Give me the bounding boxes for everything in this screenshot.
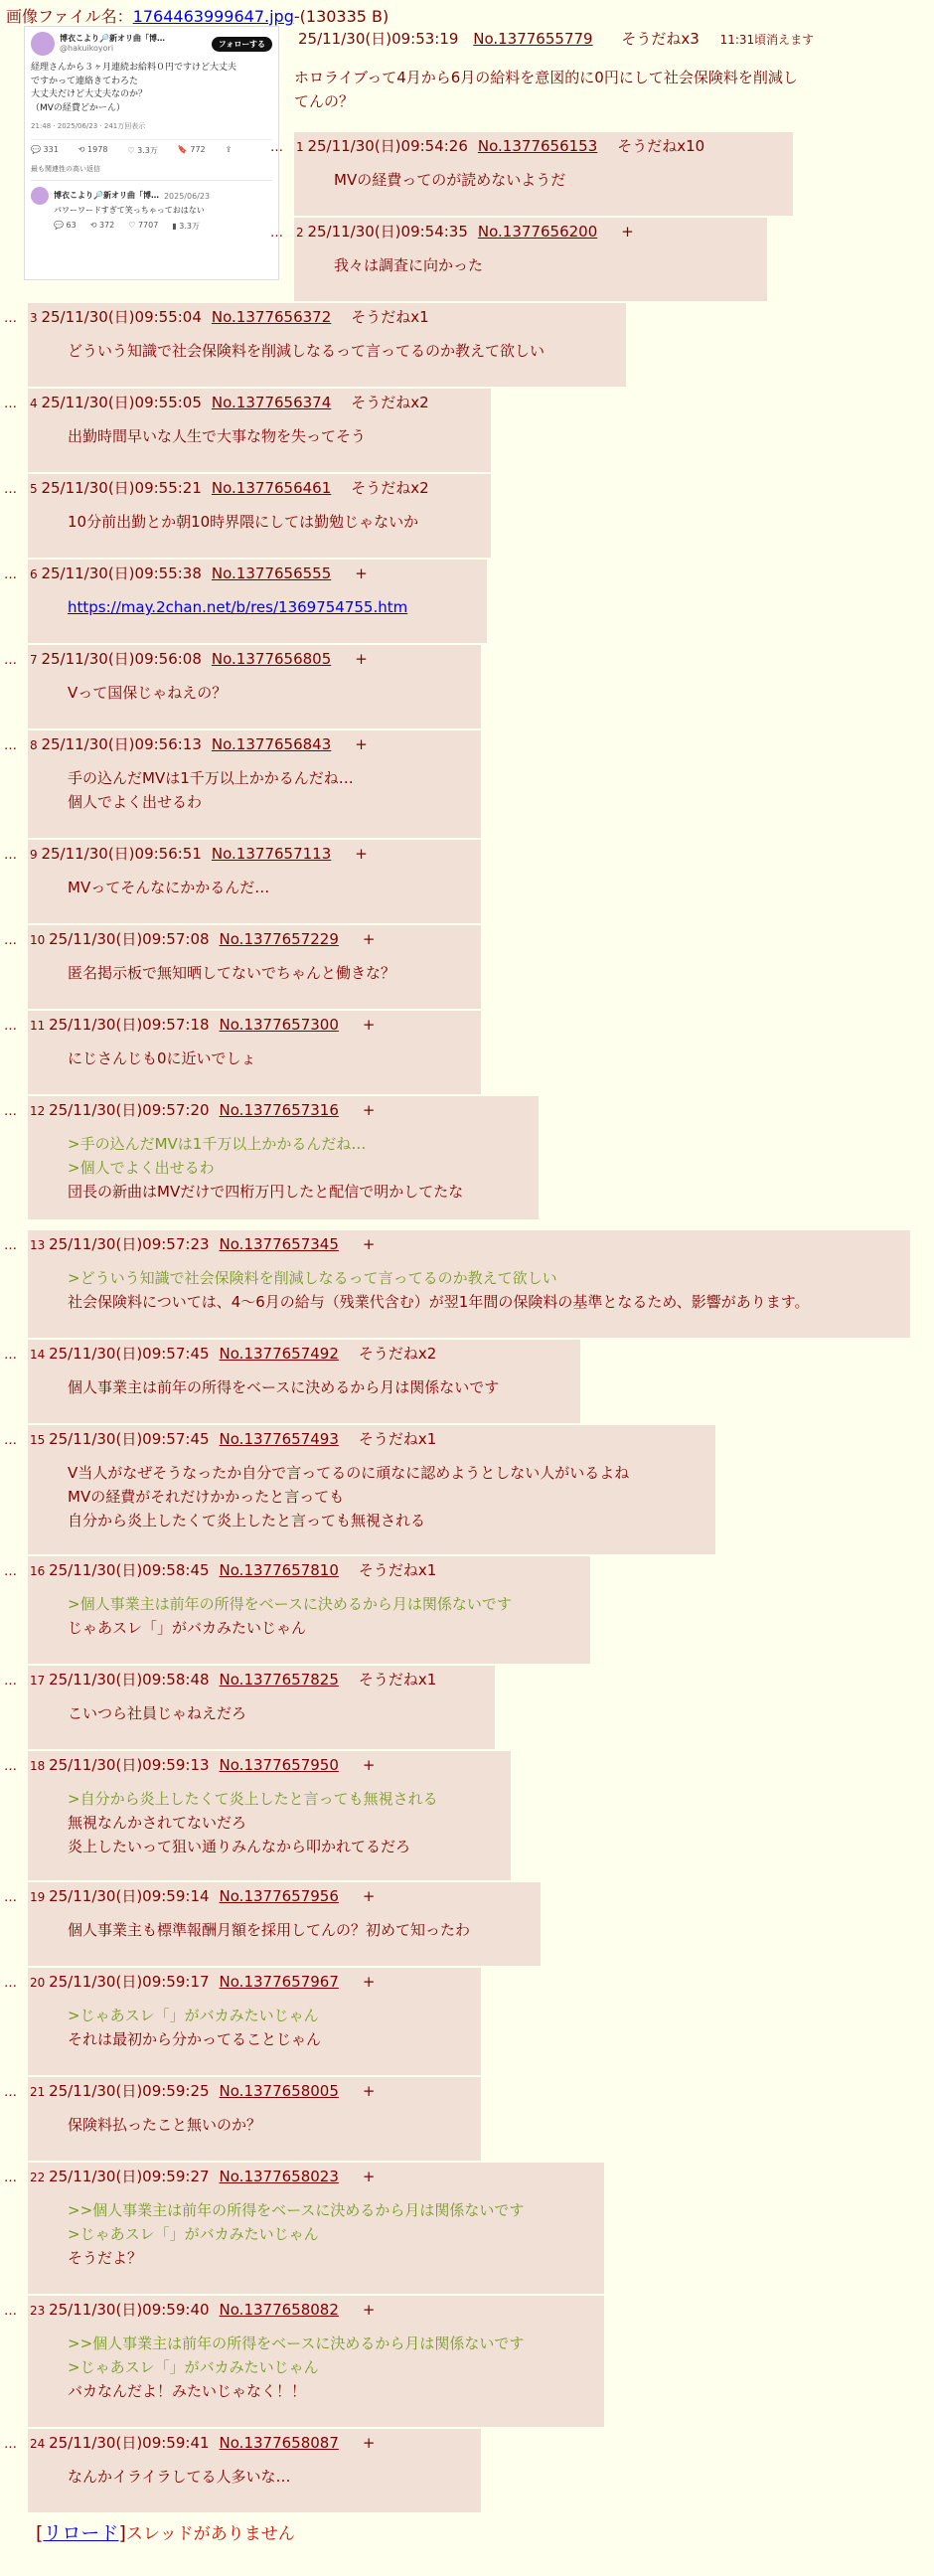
reply-info (28, 2080, 481, 2103)
reply-post (28, 1666, 495, 1749)
reply-line: 匿名掲示板で無知晒してないでちゃんと働きな？ (68, 964, 396, 982)
sodane-button[interactable]: + (362, 1235, 376, 1253)
sodane-button[interactable]: + (355, 650, 368, 668)
reply-indent-dots: … (4, 2304, 17, 2319)
reply-post (28, 2077, 481, 2161)
sodane-button[interactable]: そうだねx2 (351, 479, 429, 497)
reply-info (28, 392, 491, 414)
no-thread-message: スレッドがありません (125, 2524, 295, 2544)
reply-indent-dots: … (4, 1104, 17, 1119)
tweet-author: 博衣こより🔎新オリ曲「博… (60, 34, 165, 44)
reply-post-number[interactable]: No.1377657825 (219, 1671, 339, 1689)
reply-line: それは最初から分かってることじゃん (68, 2030, 322, 2048)
reply-body (68, 2465, 481, 2489)
reply-info (28, 563, 487, 585)
reply-info (28, 1233, 910, 1256)
reply-post (28, 560, 487, 643)
reply-number: 11 (30, 1019, 50, 1033)
reply-info (28, 1343, 580, 1366)
file-header (6, 4, 389, 27)
reply-datetime: 25/11/30(日)09:59:14 (49, 1887, 210, 1905)
reply-datetime: 25/11/30(日)09:56:13 (41, 735, 202, 753)
reply-number: 18 (30, 1759, 50, 1773)
op-line: てんの？ (294, 92, 355, 110)
sodane-button[interactable]: + (362, 1887, 376, 1905)
reply-body (334, 168, 793, 192)
file-link[interactable]: 1764463999647.jpg (132, 7, 294, 26)
reply-info (28, 477, 491, 500)
reply-post-number[interactable]: No.1377657300 (219, 1016, 339, 1034)
sodane-button[interactable]: + (362, 1973, 376, 1991)
reply-datetime: 25/11/30(日)09:59:27 (49, 2168, 210, 2185)
reply-info (28, 733, 481, 756)
reply-line: 自分から炎上したくて炎上したと言っても無視される (68, 1512, 426, 1530)
share-icon: ⇪ (225, 145, 233, 154)
reply-number: 3 (30, 311, 42, 325)
reply-info (28, 843, 481, 866)
reply-post-number[interactable]: No.1377656372 (211, 308, 332, 326)
reply-icon: 💬 331 (31, 145, 59, 154)
reply-body (68, 876, 481, 899)
reply-datetime: 25/11/30(日)09:57:20 (49, 1101, 210, 1119)
like-icon: ♡ 3.3万 (127, 146, 158, 155)
tweet-line: ですかって連絡きてわろた (31, 76, 139, 86)
reply-post-number[interactable]: No.1377656843 (211, 735, 332, 753)
expire-text: 11:31頃消えます (719, 33, 815, 47)
reply-line: MVの経費がそれだけかかったと言っても (68, 1488, 345, 1506)
reply-info (28, 1559, 590, 1582)
reply-post-number[interactable]: No.1377657493 (219, 1430, 339, 1448)
reply-post-number[interactable]: No.1377657967 (219, 1973, 339, 1991)
reply-body (68, 766, 481, 814)
reply-number: 24 (30, 2437, 50, 2451)
tweet-line: 経理さんから３ヶ月連続お給料０円ですけど大丈夫 (31, 63, 237, 73)
reply-line: MVってそんなにかかるんだ… (68, 879, 270, 896)
reply-line: 出勤時間早いな人生で大事な物を失ってそう (68, 427, 367, 445)
reply-line: バカなんだよ！みたいじゃなく！！ (68, 2382, 307, 2400)
reply-indent-dots: … (4, 1890, 17, 1905)
tweet-line: 大丈夫だけど大丈夫なのか？ (31, 89, 148, 99)
reply-datetime: 25/11/30(日)09:54:26 (307, 137, 468, 155)
reply-number: 1 (296, 140, 308, 154)
reply-post (28, 730, 481, 838)
reply-number: 15 (30, 1433, 50, 1447)
tweet-body: パワーワードすぎて笑っちゃっておはない (54, 206, 205, 215)
bookmark-icon: 🔖 772 (177, 145, 206, 154)
reply-post-number[interactable]: No.1377658082 (219, 2301, 339, 2319)
reply-number: 13 (30, 1238, 50, 1252)
reply-datetime: 25/11/30(日)09:58:48 (49, 1671, 210, 1689)
file-size: -(130335 B) (293, 7, 389, 26)
quote-line: >どういう知識で社会保険料を削減しなるって言ってるのか教えて欲しい (68, 1269, 557, 1287)
sodane-button[interactable]: そうだねx1 (358, 1561, 437, 1579)
reply-post-number[interactable]: No.1377657229 (219, 930, 339, 948)
sodane-button[interactable]: そうだねx3 (621, 30, 700, 48)
reply-datetime: 25/11/30(日)09:55:21 (41, 479, 202, 497)
quote-line: >じゃあスレ「」がバカみたいじゃん (68, 2007, 319, 2024)
reply-post (28, 1230, 910, 1338)
reply-datetime: 25/11/30(日)09:55:04 (41, 308, 202, 326)
reply-indent-dots: … (4, 1564, 17, 1579)
reply-info (28, 1428, 715, 1451)
reply-post (28, 1425, 715, 1554)
reply-number: 19 (30, 1890, 50, 1904)
quote-line: >じゃあスレ「」がバカみたいじゃん (68, 2225, 319, 2243)
sodane-button[interactable]: + (362, 2301, 376, 2319)
reply-body (68, 681, 481, 705)
reply-number: 10 (30, 933, 50, 947)
reply-post-number[interactable]: No.1377657810 (219, 1561, 339, 1579)
sodane-button[interactable]: そうだねx2 (358, 1345, 437, 1363)
reply-datetime: 25/11/30(日)09:54:35 (307, 223, 468, 241)
reply-post (28, 1968, 481, 2075)
reply-number: 20 (30, 1976, 50, 1990)
reply-number: 14 (30, 1348, 50, 1362)
sodane-button[interactable]: + (621, 223, 634, 241)
footer: [リロード]スレッドがありません (36, 2522, 295, 2544)
reply-line: V当人がなぜそうなったか自分で言ってるのに頑なに認めようとしない人がいるよね (68, 1464, 630, 1482)
reply-indent-dots: … (4, 482, 17, 497)
reply-post (28, 1340, 580, 1423)
reply-post-number[interactable]: No.1377657316 (219, 1101, 339, 1119)
reply-number: 8 (30, 738, 42, 752)
reply-info (28, 928, 481, 951)
reply-number: 2 (296, 226, 308, 240)
reply-number: 5 (30, 482, 42, 496)
reply-post (28, 389, 491, 472)
reply-line: じゃあスレ「」がバカみたいじゃん (68, 1619, 307, 1637)
reply-body (68, 595, 487, 619)
reply-post-number[interactable]: No.1377656461 (211, 479, 332, 497)
reply-line: 手の込んだMVは1千万以上かかるんだね… (68, 769, 354, 787)
reply-number: 4 (30, 397, 42, 410)
tweet-line: （MVの経費どかーん） (31, 102, 125, 113)
reply-indent-dots: … (4, 1238, 17, 1253)
reply-datetime: 25/11/30(日)09:59:13 (49, 1756, 210, 1774)
quote-line: >じゃあスレ「」がバカみたいじゃん (68, 2358, 319, 2376)
reply-post (28, 2429, 481, 2512)
reply-number: 7 (30, 653, 42, 667)
sodane-button[interactable]: + (355, 564, 368, 582)
reply-line: 保険料払ったこと無いのか？ (68, 2116, 262, 2134)
retweet-icon: ⟲ 1978 (78, 145, 108, 154)
reply-body (68, 1266, 910, 1314)
sodane-button[interactable]: + (362, 2168, 376, 2185)
tweet-card (25, 27, 278, 237)
reply-post (28, 2163, 604, 2294)
reply-info (28, 1754, 511, 1777)
reply-line: 個人事業主は前年の所得をベースに決めるから月は関係ないです (68, 1378, 500, 1396)
reply-info (28, 648, 481, 671)
reply-indent-dots: … (4, 567, 17, 582)
follow-button: フォローする (212, 37, 272, 52)
reply-post (28, 1751, 511, 1880)
reply-indent-dots: … (4, 1019, 17, 1034)
reply-body (68, 961, 481, 985)
quote-line: >自分から炎上したくて炎上したと言っても無視される (68, 1790, 438, 1808)
sodane-button[interactable]: + (362, 1756, 376, 1774)
reply-icon: 💬 63 (54, 221, 77, 230)
reply-info (28, 2299, 604, 2322)
tweet-author: 博衣こより🔎新オリ曲「博… (54, 190, 159, 200)
reply-info (28, 1885, 541, 1908)
reply-post (28, 1556, 590, 1664)
reply-body (68, 1046, 481, 1070)
reply-body (68, 2113, 481, 2137)
reply-datetime: 25/11/30(日)09:58:45 (49, 1561, 210, 1579)
sodane-button[interactable]: + (362, 1016, 376, 1034)
reply-info (28, 1014, 481, 1037)
reply-body (68, 2332, 604, 2403)
sodane-button[interactable]: + (355, 845, 368, 863)
views-icon: ▮ 3.3万 (172, 222, 200, 231)
reply-post (28, 1011, 481, 1094)
avatar (31, 32, 55, 56)
reply-body (68, 1375, 580, 1399)
reply-line: なんかイライラしてる人多いな… (68, 2468, 291, 2486)
reply-post-number[interactable]: No.1377658087 (219, 2434, 339, 2452)
reply-number: 9 (30, 848, 42, 862)
reply-post-number[interactable]: No.1377657956 (219, 1887, 339, 1905)
reply-datetime: 25/11/30(日)09:59:40 (49, 2301, 210, 2319)
reply-body (68, 2198, 604, 2270)
file-label: 画像ファイル名： (6, 7, 133, 26)
reply-indent-dots: … (4, 1348, 17, 1363)
reply-info (28, 2166, 604, 2188)
reply-post-number[interactable]: No.1377657492 (219, 1345, 339, 1363)
tweet-meta: 21:48 · 2025/06/23 · 241万回表示 (31, 122, 146, 130)
reply-number: 16 (30, 1564, 50, 1578)
reply-info (294, 135, 793, 158)
reply-datetime: 25/11/30(日)09:57:23 (49, 1235, 210, 1253)
reply-post (28, 1096, 539, 1219)
reply-body (68, 1787, 511, 1858)
reply-datetime: 25/11/30(日)09:59:25 (49, 2082, 210, 2100)
reply-line: にじさんじも0に近いでしょ (68, 1049, 256, 1067)
op-line: ホロライブって4月から6月の給料を意図的に0円にして社会保険料を削減し (294, 69, 798, 86)
reply-indent-dots: … (4, 2437, 17, 2452)
reply-line: そうだよ？ (68, 2249, 143, 2267)
op-body (294, 66, 851, 113)
reload-link[interactable]: リロード (43, 2522, 119, 2544)
reply-number: 22 (30, 2171, 50, 2184)
reply-body (68, 510, 491, 534)
reply-number: 23 (30, 2304, 50, 2318)
reply-post-number[interactable]: No.1377656200 (477, 223, 598, 241)
reply-post (28, 1882, 541, 1966)
reply-link[interactable]: https://may.2chan.net/b/res/1369754755.htm (68, 598, 408, 616)
reply-indent-dots: … (4, 1674, 17, 1689)
reply-indent-dots: … (4, 738, 17, 753)
reply-body (334, 253, 767, 277)
reply-line: 個人事業主も標準報酬月額を採用してんの？初めて知ったわ (68, 1921, 471, 1939)
reply-datetime: 25/11/30(日)09:57:18 (49, 1016, 210, 1034)
reply-line: 我々は調査に向かった (334, 256, 484, 274)
reply-line: どういう知識で社会保険料を削減しなるって言ってるのか教えて欲しい (68, 342, 545, 360)
reply-body (68, 2004, 481, 2051)
reply-body (68, 1592, 590, 1640)
quote-line: >個人でよく出せるわ (68, 1159, 215, 1177)
sodane-button[interactable]: + (362, 2434, 376, 2452)
reply-info (28, 1099, 539, 1122)
reply-post-number[interactable]: No.1377658005 (219, 2082, 339, 2100)
reply-post (28, 925, 481, 1009)
reply-indent-dots: … (4, 1759, 17, 1774)
op-datetime: 25/11/30(日)09:53:19 (298, 30, 459, 48)
op-info (298, 28, 814, 49)
reply-post (294, 132, 793, 216)
reply-post-number[interactable]: No.1377657345 (219, 1235, 339, 1253)
tweet-handle: @hakuikoyori (60, 43, 114, 53)
reply-datetime: 25/11/30(日)09:57:45 (49, 1430, 210, 1448)
sodane-button[interactable]: + (362, 930, 376, 948)
reply-post (294, 218, 767, 301)
quote-line: >手の込んだMVは1千万以上かかるんだね… (68, 1135, 367, 1153)
reply-line: 団長の新曲はMVだけで四桁万円したと配信で明かしてたな (68, 1183, 464, 1201)
reply-line: Vって国保じゃねえの？ (68, 684, 228, 702)
reply-datetime: 25/11/30(日)09:55:38 (41, 564, 202, 582)
reply-info (294, 221, 767, 243)
op-number[interactable]: No.1377655779 (473, 30, 593, 48)
reply-info (28, 306, 626, 329)
reply-line: 炎上したいって狙い通りみんなから叩かれてるだろ (68, 1838, 411, 1855)
reply-number: 12 (30, 1104, 50, 1118)
reply-line: 10分前出勤とか朝10時界隈にしては勤勉じゃないか (68, 513, 419, 531)
reply-post (28, 2296, 604, 2427)
sodane-button[interactable]: + (362, 2082, 376, 2100)
reply-post-number[interactable]: No.1377656153 (477, 137, 598, 155)
reply-number: 17 (30, 1674, 50, 1688)
reply-indent-dots: … (4, 2171, 17, 2185)
like-icon: ♡ 7707 (128, 221, 159, 230)
reply-datetime: 25/11/30(日)09:57:08 (49, 930, 210, 948)
reply-indent-dots: … (4, 933, 17, 948)
reply-indent-dots: … (270, 226, 283, 241)
quote-line: >>個人事業主は前年の所得をベースに決めるから月は関係ないです (68, 2201, 525, 2219)
reply-body (68, 339, 626, 363)
sodane-button[interactable]: そうだねx1 (358, 1671, 437, 1689)
reply-info (28, 2432, 481, 2455)
reply-number: 21 (30, 2085, 50, 2099)
avatar (31, 187, 49, 205)
sodane-button[interactable]: そうだねx2 (351, 394, 429, 411)
reply-number: 6 (30, 567, 42, 581)
sodane-button[interactable]: そうだねx10 (617, 137, 705, 155)
reply-line: 個人でよく出せるわ (68, 793, 203, 811)
quote-line: >個人事業主は前年の所得をベースに決めるから月は関係ないです (68, 1595, 512, 1613)
reply-indent-dots: … (4, 1433, 17, 1448)
sodane-button[interactable]: + (355, 735, 368, 753)
tweet-more-replies: 最も関連性の高い返信 (31, 165, 100, 173)
reply-post-number[interactable]: No.1377657113 (211, 845, 332, 863)
reply-body (68, 1461, 715, 1532)
reply-post (28, 474, 491, 558)
reply-body (68, 1132, 539, 1204)
reply-post-number[interactable]: No.1377657950 (219, 1756, 339, 1774)
reply-line: 無視なんかされてないだろ (68, 1814, 247, 1832)
reply-info (28, 1669, 495, 1691)
op-image-thumbnail[interactable] (24, 26, 279, 280)
sodane-button[interactable]: そうだねx1 (358, 1430, 437, 1448)
reply-indent-dots: … (4, 848, 17, 863)
reply-indent-dots: … (4, 397, 17, 411)
reply-datetime: 25/11/30(日)09:59:17 (49, 1973, 210, 1991)
reply-line: 社会保険料については、4〜6月の給与（残業代含む）が翌1年間の保険料の基準となるため、影響があります。 (68, 1293, 810, 1311)
reply-datetime: 25/11/30(日)09:56:51 (41, 845, 202, 863)
reply-line: こいつら社員じゃねえだろ (68, 1704, 247, 1722)
quote-line: >>個人事業主は前年の所得をベースに決めるから月は関係ないです (68, 2334, 525, 2352)
reply-datetime: 25/11/30(日)09:57:45 (49, 1345, 210, 1363)
reply-post (28, 840, 481, 923)
reply-datetime: 25/11/30(日)09:59:41 (49, 2434, 210, 2452)
reply-post-number[interactable]: No.1377658023 (219, 2168, 339, 2185)
reply-datetime: 25/11/30(日)09:56:08 (41, 650, 202, 668)
reply-line: MVの経費ってのが読めないようだ (334, 171, 566, 189)
reply-indent-dots: … (4, 1976, 17, 1991)
reply-body (68, 424, 491, 448)
reply-post-number[interactable]: No.1377656374 (211, 394, 332, 411)
reply-post-number[interactable]: No.1377656805 (211, 650, 332, 668)
reply-indent-dots: … (4, 653, 17, 668)
tweet-date: 2025/06/23 (163, 191, 211, 201)
retweet-icon: ⟲ 372 (89, 221, 115, 230)
reply-body (68, 1701, 495, 1725)
reply-indent-dots: … (4, 2085, 17, 2100)
reply-indent-dots: … (270, 140, 283, 155)
sodane-button[interactable]: そうだねx1 (351, 308, 429, 326)
reply-body (68, 1918, 541, 1942)
reply-post (28, 303, 626, 387)
reply-post (28, 645, 481, 728)
reply-info (28, 1971, 481, 1994)
reply-indent-dots: … (4, 311, 17, 326)
reply-post-number[interactable]: No.1377656555 (211, 564, 332, 582)
sodane-button[interactable]: + (362, 1101, 376, 1119)
reply-datetime: 25/11/30(日)09:55:05 (41, 394, 202, 411)
